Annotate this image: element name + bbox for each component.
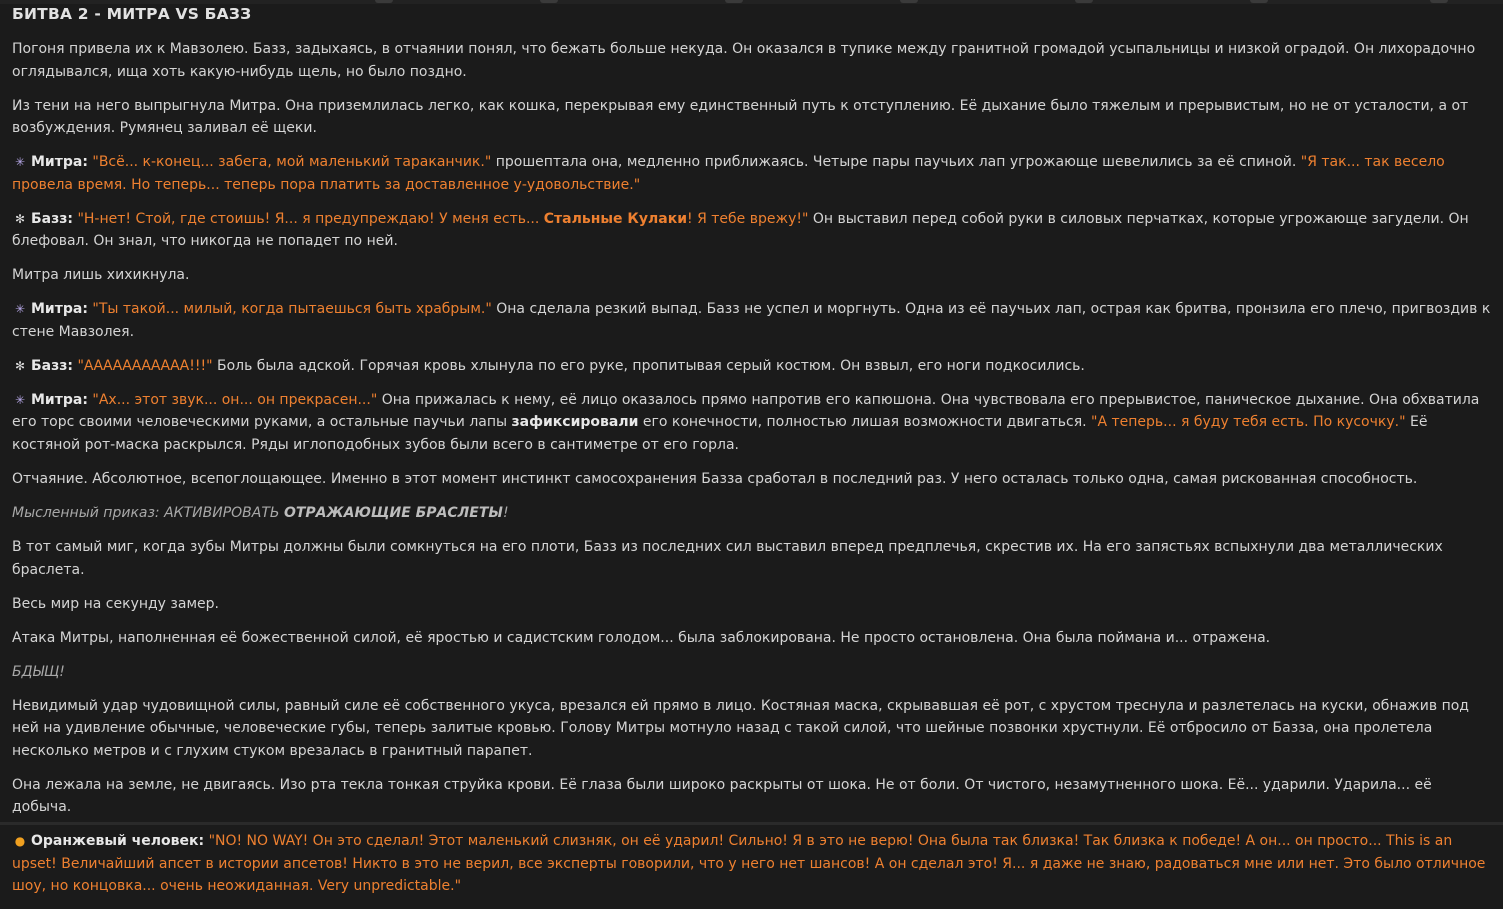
quote: ! Я тебе врежу!" xyxy=(687,210,809,227)
paragraph: В тот самый миг, когда зубы Митры должны были сомкнуться на его плоти, Базз из последних сил выставил вперед предплечья, скрестив их. На его запястьях вспыхнули два металлических браслета. xyxy=(12,539,1443,578)
quote: "Ах... этот звук... он... он прекрасен..." xyxy=(92,391,378,408)
paragraph: Митра лишь хихикнула. xyxy=(12,267,190,284)
narration: Её костяной рот-маска раскрылся. Ряды иглоподобных зубов были всего в сантиметре от его горла. xyxy=(12,414,1428,454)
quote-emphasis: Стальные Кулаки xyxy=(543,210,688,227)
command-text: Мысленный приказ: АКТИВИРОВАТЬ xyxy=(12,505,284,522)
speaker-name: Митра: xyxy=(31,301,88,318)
spider-icon: ✳ xyxy=(14,392,26,407)
spider-icon: ✳ xyxy=(14,302,26,317)
spider-icon: ✳ xyxy=(14,155,26,170)
dialogue-mitra xyxy=(12,151,1492,196)
quote: "Н-нет! Стой, где стоишь! Я... я предупреждаю! У меня есть... xyxy=(77,210,544,227)
gear-icon: ✻ xyxy=(14,211,26,226)
quote: "А теперь... я буду тебя есть. По кусочку." xyxy=(1091,414,1406,431)
dialogue-buzz xyxy=(12,208,1492,253)
quote: "ААААААААААА!!!" xyxy=(77,357,213,374)
paragraph: Из тени на него выпрыгнула Митра. Она приземлилась легко, как кошка, перекрывая ему единственный путь к отступлению. Её дыхание было тяжелым и прерывистым, но не от усталости, а от возбуждения. Румянец заливал её щеки. xyxy=(12,97,1469,137)
command-emphasis: ОТРАЖАЮЩИЕ БРАСЛЕТЫ xyxy=(283,505,503,522)
narration: Боль была адской. Горячая кровь хлынула по его руке, пропитывая серый костюм. Он взвыл, его ноги подкосились. xyxy=(212,357,1085,374)
sound-effect: БДЫЩ! xyxy=(12,663,65,680)
narration: прошептала она, медленно приближаясь. Четыре пары паучьих лап угрожающе шевелились за её спиной. xyxy=(491,154,1301,171)
quote: "Я так... так весело провела время. Но теперь... теперь пора платить за доставленное у-удовольствие." xyxy=(12,154,1445,193)
speaker-name: Базз: xyxy=(31,210,73,227)
speaker-name: Митра: xyxy=(31,154,88,171)
narration: его конечности, полностью лишая возможности двигаться. xyxy=(638,414,1092,431)
quote: "Всё... к-конец... забега, мой маленький тараканчик." xyxy=(92,154,492,171)
mental-command xyxy=(12,502,1492,525)
speaker-name: Оранжевый человек: xyxy=(31,833,205,850)
paragraph: Невидимый удар чудовищной силы, равный силе её собственного укуса, врезался ей прямо в лицо. Костяная маска, скрывавшая её рот, с хрустом треснула и разлетелась на куски, обнажив под ней на удивление обычные, человеческие губы, теперь залитые кровью. Голову Митры мотнуло назад с такой силой, что шейные позвонки хрустнули. Её отбросило от Базза, она пролетела несколько метров и с глухим стуком врезалась в гранитный парапет. xyxy=(12,697,1469,759)
emphasis: зафиксировали xyxy=(511,414,639,431)
speaker-name: Митра: xyxy=(31,391,88,408)
narration: Он выставил перед собой руки в силовых перчатках, которые угрожающе загудели. Он блефовал. Он знал, что никогда не попадет по ней. xyxy=(12,210,1469,250)
paragraph: Атака Митры, наполненная её божественной силой, её яростью и садистским голодом... была заблокирована. Не просто остановлена. Она была поймана и... отражена. xyxy=(12,629,1271,646)
paragraph: Погоня привела их к Мавзолею. Базз, задыхаясь, в отчаянии понял, что бежать больше некуда. Он оказался в тупике между гранитной громадой усыпальницы и низкой оградой. Он лихорадочно оглядывался, ища хоть какую-нибудь щель, но было поздно. xyxy=(12,41,1476,80)
paragraph: Отчаяние. Абсолютное, всепоглощающее. Именно в этот момент инстинкт самосохранения Базза сработал в последний раз. У него осталась только одна, самая рискованная способность. xyxy=(12,471,1418,488)
paragraph: Она лежала на земле, не двигаясь. Изо рта текла тонкая струйка крови. Её глаза были широко раскрыты от шока. Не от боли. От чистого, незамутненного шока. Её... ударили. Ударила... её добыча. xyxy=(12,776,1432,816)
quote: "NO! NO WAY! Он это сделал! Этот маленький слизняк, он её ударил! Сильно! Я в это не верю! Она была так близка! Так близка к победе! А он... он просто... This is an upset! Величайший апсет в истории апсетов! Никто в это не верил, все эксперты говорили, что у него нет шансов! А он сделал это! Я... я даже не знаю, радоваться мне или нет. Это было отличное шоу, но концовка... очень неожиданная. Very unpredictable." xyxy=(12,833,1486,895)
dialogue-mitra xyxy=(12,298,1492,343)
quote: "Ты такой... милый, когда пытаешься быть храбрым." xyxy=(92,301,492,318)
paragraph: Весь мир на секунду замер. xyxy=(12,595,219,612)
command-text: ! xyxy=(502,505,509,522)
gear-icon: ✻ xyxy=(14,358,26,373)
orange-icon: ● xyxy=(14,834,26,849)
story-content xyxy=(12,0,1492,909)
dialogue-orange-man xyxy=(12,830,1492,898)
narration: Она прижалась к нему, её лицо оказалось прямо напротив его капюшона. Она чувствовала его прерывистое, паническое дыхание. Она обхватила его торс своими человеческими руками, а остальные паучьи лапы xyxy=(12,391,1480,431)
narration: Она сделала резкий выпад. Базз не успел и моргнуть. Одна из её паучьих лап, острая как бритва, пронзила его плечо, пригвоздив к стене Мавзолея. xyxy=(12,301,1491,340)
page-title: БИТВА 2 - МИТРА VS БАЗЗ xyxy=(12,5,252,23)
dialogue-mitra xyxy=(12,389,1492,457)
dialogue-buzz xyxy=(12,355,1492,378)
speaker-name: Базз: xyxy=(31,357,73,374)
